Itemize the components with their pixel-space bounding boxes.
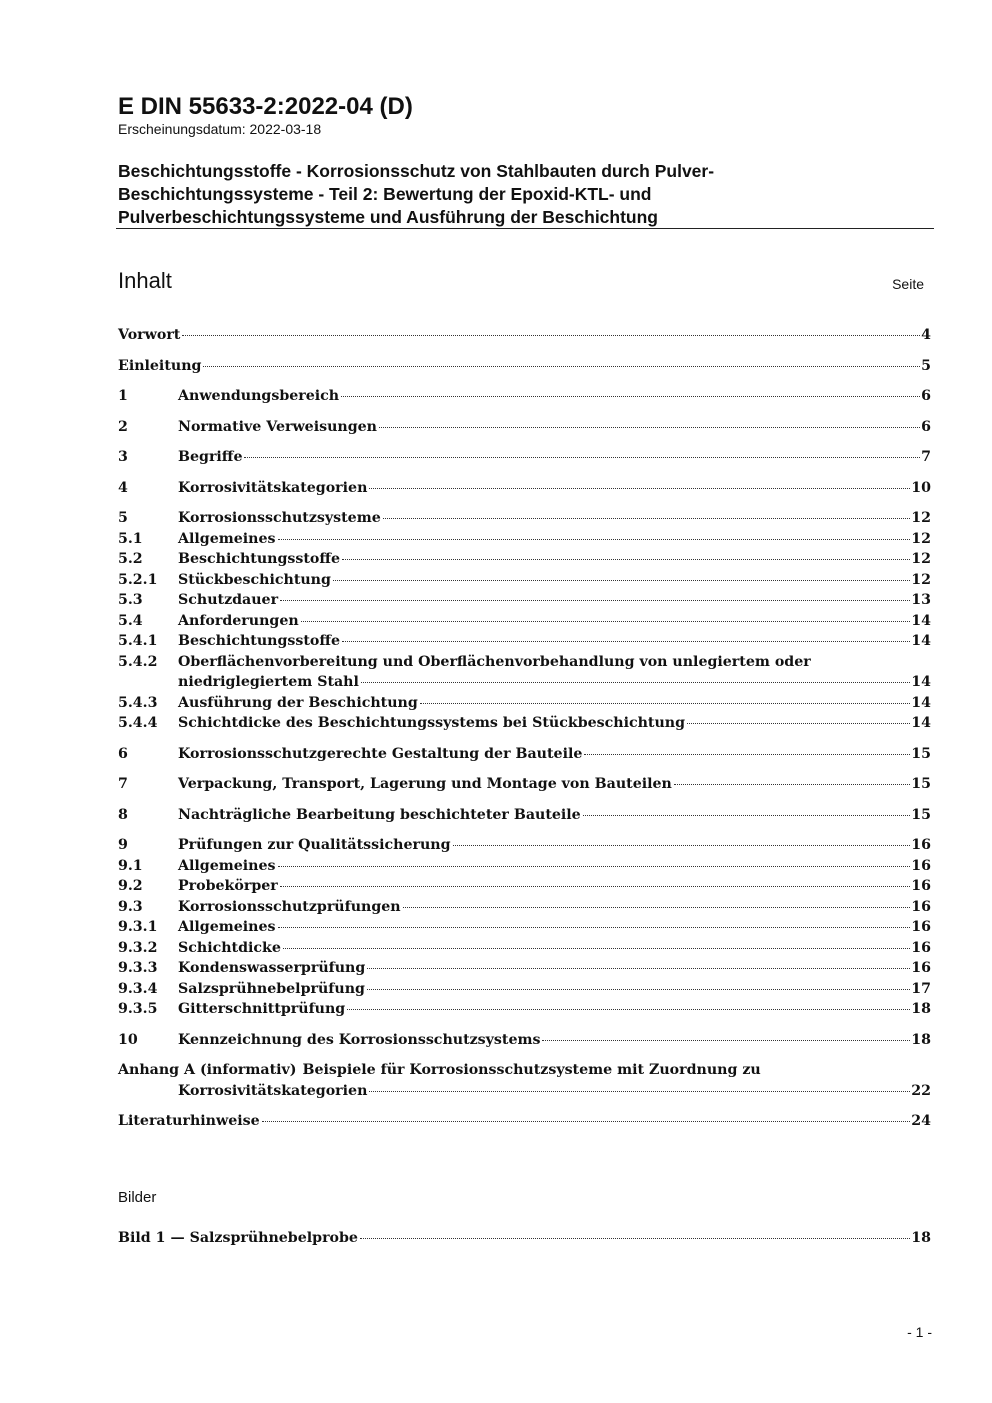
toc-entry-8[interactable] [118,805,931,826]
toc-entry-page: 14 [911,612,931,629]
toc-entry-page: 7 [921,449,931,465]
toc-entry-page: 16 [911,939,931,956]
toc-entry-title: Oberflächenvorbereitung und Oberflächenvorbehandlung von unlegiertem oder [178,653,811,670]
document-title-line: Pulverbeschichtungssysteme und Ausführung der Beschichtung [118,207,658,227]
toc-entry-title: Allgemeines [178,919,276,935]
toc-entry-number: 9.2 [118,878,143,894]
toc-entry-page: 14 [911,694,931,711]
page-number: - 1 - [907,1324,932,1340]
toc-entry-title: Korrosionsschutzprüfungen [178,898,401,915]
dot-leader [278,539,911,540]
toc-entry-page: 18 [911,1031,931,1048]
toc-entry-title: Korrosionsschutzgerechte Gestaltung der Bauteile [178,745,583,762]
toc-entry-vorwort[interactable] [118,325,931,346]
toc-entry-9-3[interactable] [118,897,931,918]
toc-entry-page: 4 [921,327,931,343]
dot-leader [342,641,910,642]
toc-entry-page: 10 [911,479,931,496]
toc-entry-title: Anforderungen [178,612,299,629]
toc-entry-number: 5.4.2 [118,653,158,670]
dot-leader [360,1238,910,1239]
toc-entry-9-3-5[interactable] [118,999,931,1020]
toc-entry-title: Literaturhinweise [118,1113,260,1129]
dot-leader [341,396,920,397]
toc-entry-title: Schutzdauer [178,592,279,608]
toc-entry-number: 5.4 [118,612,143,629]
toc-entry-title: Allgemeines [178,857,276,874]
toc-entry-literature[interactable] [118,1111,931,1132]
toc-entry-5-4-2-continued[interactable] [118,672,931,693]
toc-entry-title: Gitterschnittprüfung [178,1001,346,1017]
figures-heading: Bilder [118,1189,157,1206]
dot-leader [278,866,911,867]
toc-entry-title: Probekörper [178,878,278,894]
toc-entry-page: 12 [911,530,931,547]
annex-label: Anhang A (informativ) [118,1062,297,1078]
toc-entry-page: 18 [911,1001,931,1017]
toc-entry-page: 16 [911,837,931,853]
toc-entry-9-3-3[interactable] [118,958,931,979]
toc-entry-5-4-1[interactable] [118,631,931,652]
toc-entry-number: 9.3.5 [118,1001,158,1017]
toc-entry-title: Kondenswasserprüfung [178,960,366,976]
toc-entry-page: 12 [911,551,931,567]
toc-entry-9-2[interactable] [118,876,931,897]
dot-leader [301,621,911,622]
annex-title: Beispiele für Korrosionsschutzsysteme mit Zuordnung zu [302,1062,761,1078]
toc-entry-5-3[interactable] [118,590,931,611]
toc-entry-number: 8 [118,806,128,823]
dot-leader [379,427,920,428]
toc-heading: Inhalt [118,268,172,293]
toc-entry-5-1[interactable] [118,529,931,550]
document-title-line: Beschichtungssysteme - Teil 2: Bewertung der Epoxid-KTL- und [118,184,652,204]
toc-entry-number: 3 [118,449,128,465]
toc-entry-5-4-3[interactable] [118,693,931,714]
toc-entry-number: 9.3.2 [118,939,158,956]
toc-entry-page: 14 [911,674,931,690]
dot-leader [367,989,910,990]
toc-entry-number: 5.4.1 [118,633,158,649]
toc-entry-title: Allgemeines [178,530,276,547]
toc-entry-title-continued: niedriglegiertem Stahl [178,674,359,690]
toc-entry-title: Beschichtungsstoffe [178,633,341,649]
dot-leader [542,1040,910,1041]
toc-entry-page: 16 [911,919,931,935]
toc-entry-9-3-4[interactable] [118,979,931,1000]
dot-leader [674,784,910,785]
toc-entry-number: 5.1 [118,530,143,547]
dot-leader [369,1091,910,1092]
toc-entry-9-3-1[interactable] [118,917,931,938]
dot-leader [280,600,910,601]
toc-entry-title: Schichtdicke [178,939,281,956]
toc-entry-annex-a[interactable] [118,1060,931,1081]
publication-date: Erscheinungsdatum: 2022-03-18 [118,121,322,137]
toc-entry-title: Schichtdicke des Beschichtungssystems bei Stückbeschichtung [178,715,686,731]
toc-entry-number: 5 [118,510,128,526]
toc-entry-5-2[interactable] [118,549,931,570]
toc-entry-number: 9.3.4 [118,980,158,997]
dot-leader [453,845,911,846]
dot-leader [203,366,920,367]
dot-leader [383,518,911,519]
toc-entry-number: 9 [118,837,128,853]
toc-entry-title: Einleitung [118,357,202,374]
table-of-contents [118,325,931,1132]
toc-entry-5-4-2[interactable] [118,652,931,673]
toc-entry-9-1[interactable] [118,856,931,877]
toc-entry-number: 4 [118,479,128,496]
dot-leader [280,886,911,887]
toc-entry-1[interactable] [118,386,931,407]
toc-entry-4[interactable] [118,478,931,499]
toc-entry-number: 2 [118,418,128,435]
toc-entry-page: 15 [911,776,931,792]
toc-entry-page: 12 [911,510,931,526]
dot-leader [584,754,910,755]
toc-entry-title: Salzsprühnebelprüfung [178,980,365,997]
figure-entry-title: Bild 1 — Salzsprühnebelprobe [118,1230,358,1246]
dot-leader [403,907,911,908]
toc-entry-title: Kennzeichnung des Korrosionsschutzsystems [178,1031,541,1048]
annex-title-continued: Korrosivitätskategorien [178,1082,368,1099]
document-id: E DIN 55633-2:2022-04 (D) [118,93,413,120]
dot-leader [369,488,910,489]
toc-entry-page: 16 [911,960,931,976]
toc-entry-page: 6 [921,418,931,435]
dot-leader [420,703,910,704]
toc-entry-number: 5.2 [118,551,143,567]
toc-entry-5-4[interactable] [118,611,931,632]
dot-leader [367,968,910,969]
toc-entry-3[interactable] [118,447,931,468]
dot-leader [333,580,910,581]
toc-entry-title: Anwendungsbereich [178,388,340,404]
toc-entry-number: 7 [118,776,128,792]
toc-entry-page: 14 [911,715,931,731]
toc-entry-9-3-2[interactable] [118,938,931,959]
toc-entry-annex-a-continued[interactable] [118,1081,931,1102]
dot-leader [342,559,910,560]
toc-entry-einleitung[interactable] [118,356,931,377]
toc-entry-title: Begriffe [178,449,243,465]
toc-entry-number: 9.3.3 [118,960,158,976]
dot-leader [583,815,911,816]
dot-leader [361,682,910,683]
toc-entry-number: 5.2.1 [118,571,158,588]
toc-entry-number: 1 [118,388,128,404]
toc-entry-number: 5.3 [118,592,143,608]
toc-entry-title: Korrosionsschutzsysteme [178,510,381,526]
toc-entry-number: 9.3 [118,898,143,915]
dot-leader [347,1009,910,1010]
toc-entry-page: 13 [911,592,931,608]
toc-entry-5-2-1[interactable] [118,570,931,591]
toc-entry-title: Beschichtungsstoffe [178,551,341,567]
toc-entry-10[interactable] [118,1030,931,1051]
toc-entry-page: 16 [911,878,931,894]
dot-leader [182,335,920,336]
toc-entry-number: 9.1 [118,857,143,874]
toc-entry-page: 16 [911,898,931,915]
toc-entry-title: Vorwort [118,327,181,343]
toc-entry-page: 12 [911,571,931,588]
toc-entry-number: 5.4.3 [118,694,158,711]
figure-entry[interactable] [118,1228,931,1249]
toc-entry-title: Ausführung der Beschichtung [178,694,418,711]
toc-entry-number: 9.3.1 [118,919,158,935]
document-title-line: Beschichtungsstoffe - Korrosionsschutz von Stahlbauten durch Pulver- [118,161,715,181]
toc-entry-number: 5.4.4 [118,715,158,731]
dot-leader [244,457,920,458]
toc-entry-title: Stückbeschichtung [178,571,331,588]
document-title [118,160,898,229]
toc-entry-page: 17 [911,980,931,997]
toc-entry-number: 10 [118,1031,138,1048]
dot-leader [278,927,911,928]
toc-entry-title: Normative Verweisungen [178,418,377,435]
toc-entry-page: 22 [911,1082,931,1099]
toc-entry-5[interactable] [118,508,931,529]
toc-entry-page: 24 [911,1113,931,1129]
toc-entry-page: 16 [911,857,931,874]
figure-entry-page: 18 [911,1230,931,1246]
toc-entry-title: Prüfungen zur Qualitätssicherung [178,837,451,853]
toc-entry-page: 14 [911,633,931,649]
toc-entry-title: Nachträgliche Bearbeitung beschichteter Bauteile [178,806,581,823]
dot-leader [283,948,910,949]
toc-entry-7[interactable] [118,774,931,795]
dot-leader [262,1121,911,1122]
toc-entry-5-4-4[interactable] [118,713,931,734]
toc-entry-6[interactable] [118,744,931,765]
toc-entry-page: 6 [921,388,931,404]
toc-entry-page: 15 [911,745,931,762]
toc-entry-page: 5 [921,357,931,374]
page-column-label: Seite [892,276,924,292]
dot-leader [687,723,910,724]
title-rule [116,228,934,229]
toc-entry-title: Korrosivitätskategorien [178,479,368,496]
figures-list [118,1228,931,1249]
toc-entry-page: 15 [911,806,931,823]
toc-entry-9[interactable] [118,835,931,856]
toc-entry-number: 6 [118,745,128,762]
toc-entry-2[interactable] [118,417,931,438]
toc-entry-title: Verpackung, Transport, Lagerung und Montage von Bauteilen [178,776,672,792]
